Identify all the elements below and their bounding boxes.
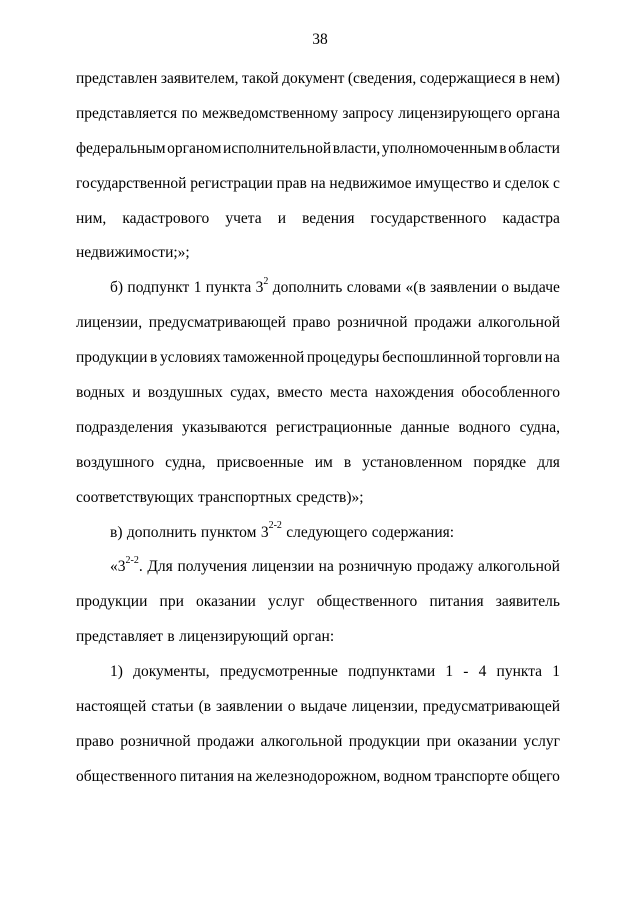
word: заявлении — [216, 698, 283, 716]
word: данные — [400, 418, 450, 436]
word: недвижимое — [329, 174, 412, 192]
word: лицензирующего — [398, 104, 512, 122]
word: межведомственному — [202, 104, 338, 122]
word: документы, — [133, 663, 210, 681]
word: продукции — [348, 732, 421, 750]
word: продажи — [197, 732, 255, 750]
word: содержания: — [371, 523, 455, 541]
word: выдаче — [300, 698, 347, 716]
word: федеральным — [76, 139, 166, 157]
word: установленном — [362, 453, 463, 471]
word: торговли — [483, 349, 543, 367]
word: вместо — [277, 384, 323, 402]
word: (в — [198, 698, 212, 716]
text-line — [76, 731, 560, 766]
word: при — [426, 732, 451, 750]
word: представлен — [76, 70, 158, 87]
word: право — [76, 732, 114, 750]
word: $3^2$ — [255, 276, 269, 297]
word: заявлении — [430, 279, 497, 297]
word: воздушного — [76, 453, 155, 471]
word: алкогольной — [478, 558, 560, 576]
word: кадастрового — [122, 209, 210, 227]
text-line — [76, 68, 560, 103]
text-line — [76, 382, 560, 417]
word: представляет — [76, 628, 163, 646]
word: подразделения — [76, 418, 174, 436]
word: подпункт — [127, 279, 190, 297]
text-line — [76, 626, 560, 661]
word: судах, — [230, 384, 270, 402]
word: в — [499, 139, 507, 157]
word: следующего — [286, 523, 368, 541]
word: услуг — [523, 732, 560, 750]
superscript: 2-2 — [125, 555, 139, 567]
word: 1 — [445, 663, 454, 681]
word: 3$^{2-2}$ — [260, 520, 282, 541]
word: пункта — [496, 663, 543, 681]
word: розничной — [337, 314, 408, 332]
word: дополнить — [126, 523, 197, 541]
word: 1 — [552, 663, 560, 681]
word: на — [310, 174, 326, 192]
word: пунктом — [200, 523, 257, 541]
word: питания — [179, 767, 234, 785]
text-line — [76, 766, 560, 801]
text-line — [76, 661, 560, 696]
word: общего — [511, 767, 560, 785]
word: органа — [516, 104, 560, 122]
word: 1) — [110, 663, 123, 681]
word: водном — [383, 767, 432, 785]
word: обособленного — [461, 384, 560, 402]
text-line — [76, 452, 560, 487]
word: (сведения, — [347, 70, 417, 87]
word: - — [463, 663, 469, 681]
word: условиях — [159, 349, 221, 367]
word: кадастра — [502, 209, 560, 227]
word: нахождения — [375, 384, 455, 402]
word: статьи — [151, 698, 194, 716]
word: лицензии, — [351, 698, 418, 716]
word: водного — [458, 418, 511, 436]
word: таможенной — [223, 349, 305, 367]
word: государственной — [76, 174, 187, 192]
word: транспорте — [434, 767, 509, 785]
word: исполнительной — [223, 139, 332, 157]
word: в — [518, 70, 527, 87]
word: розничную — [338, 558, 413, 576]
word: недвижимости;»; — [76, 244, 190, 262]
text-line — [76, 417, 560, 452]
text-line — [76, 696, 560, 731]
page-number: 38 — [312, 31, 328, 48]
word: 1 — [193, 279, 202, 297]
word: средств)»; — [296, 488, 364, 506]
word: настоящей — [76, 698, 147, 716]
text-line — [76, 208, 560, 243]
word: и — [277, 209, 287, 227]
word: пункта — [205, 279, 252, 297]
word: заявителем, — [160, 70, 239, 87]
word: на — [237, 767, 253, 785]
word: судна, — [165, 453, 206, 471]
word: «3$^{2-2}$. — [110, 555, 143, 576]
word: лицензии, — [76, 314, 143, 332]
word: по — [181, 104, 198, 122]
word: выдаче — [513, 279, 560, 297]
word: для — [537, 453, 560, 471]
word: учета — [225, 209, 262, 227]
word: продукции — [76, 593, 148, 611]
word: содержащиеся — [419, 70, 516, 87]
word: продукции — [76, 349, 148, 367]
word: и — [492, 174, 501, 192]
word: право — [292, 314, 331, 332]
word: продажи — [414, 314, 472, 332]
word: соответствующих — [76, 488, 194, 506]
text-line — [76, 347, 560, 382]
word: получения — [177, 558, 248, 576]
word: питания — [429, 593, 484, 611]
word: предусмотренные — [219, 663, 338, 681]
word: представляется — [76, 104, 178, 122]
word: им — [314, 453, 333, 471]
word: лицензии — [251, 558, 315, 576]
word: алкогольной — [260, 732, 343, 750]
document-body — [76, 68, 560, 801]
word: общественного — [316, 593, 418, 611]
word: о — [501, 279, 509, 297]
word: в) — [110, 523, 123, 541]
word: прав — [276, 174, 307, 192]
word: алкогольной — [478, 314, 560, 332]
word: оказании — [457, 732, 518, 750]
word: словами — [346, 279, 402, 297]
text-line — [76, 138, 560, 173]
word: розничной — [120, 732, 191, 750]
word: документ — [282, 70, 345, 87]
word: такой — [242, 70, 279, 87]
superscript: 2 — [263, 276, 269, 288]
word: продажу — [416, 558, 474, 576]
word: дополнить — [272, 279, 343, 297]
word: подпунктами — [348, 663, 436, 681]
word: порядке — [473, 453, 527, 471]
word: воздушных — [147, 384, 223, 402]
word: ним, — [76, 209, 107, 227]
word: предусматривающей — [422, 698, 560, 716]
word: услуг — [268, 593, 305, 611]
text-line — [76, 487, 560, 522]
superscript: 2-2 — [268, 520, 282, 532]
word: сделок — [504, 174, 550, 192]
word: транспортных — [198, 488, 292, 506]
word: водных — [76, 384, 125, 402]
word: 4 — [478, 663, 487, 681]
word: «(в — [405, 279, 426, 297]
word: регистрационные — [275, 418, 392, 436]
text-line — [76, 173, 560, 208]
word: на — [544, 349, 560, 367]
word: регистрации — [190, 174, 273, 192]
word: оказании — [196, 593, 256, 611]
text-line — [76, 522, 560, 557]
text-line — [76, 242, 560, 277]
word: ведения — [302, 209, 355, 227]
word: лицензирующий — [179, 628, 289, 646]
word: железнодорожном, — [255, 767, 381, 785]
word: уполномоченным — [381, 139, 498, 157]
word: органом — [167, 139, 222, 157]
word: присвоенные — [216, 453, 304, 471]
text-line — [76, 556, 560, 591]
word: в — [343, 453, 352, 471]
word: нем) — [529, 70, 560, 87]
text-line — [76, 277, 560, 312]
word: беспошлинной — [382, 349, 481, 367]
word: в — [167, 628, 175, 646]
word: орган: — [292, 628, 335, 646]
word: государственного — [370, 209, 487, 227]
text-line — [76, 312, 560, 347]
word: при — [159, 593, 184, 611]
word: предусматривающей — [148, 314, 286, 332]
word: заявитель — [495, 593, 560, 611]
word: процедуры — [306, 349, 380, 367]
word: области — [508, 139, 560, 157]
word: власти, — [332, 139, 381, 157]
text-line — [76, 591, 560, 626]
word: судна, — [519, 418, 560, 436]
word: Для — [147, 558, 173, 576]
text-line — [76, 103, 560, 138]
word: и — [132, 384, 141, 402]
word: указываются — [182, 418, 267, 436]
word: места — [329, 384, 368, 402]
word: на — [318, 558, 334, 576]
word: в — [150, 349, 158, 367]
word: б) — [110, 279, 124, 297]
word: о — [287, 698, 296, 716]
word: общественного — [76, 767, 177, 785]
word: запросу — [342, 104, 394, 122]
word: с — [553, 174, 560, 192]
word: имущество — [415, 174, 489, 192]
